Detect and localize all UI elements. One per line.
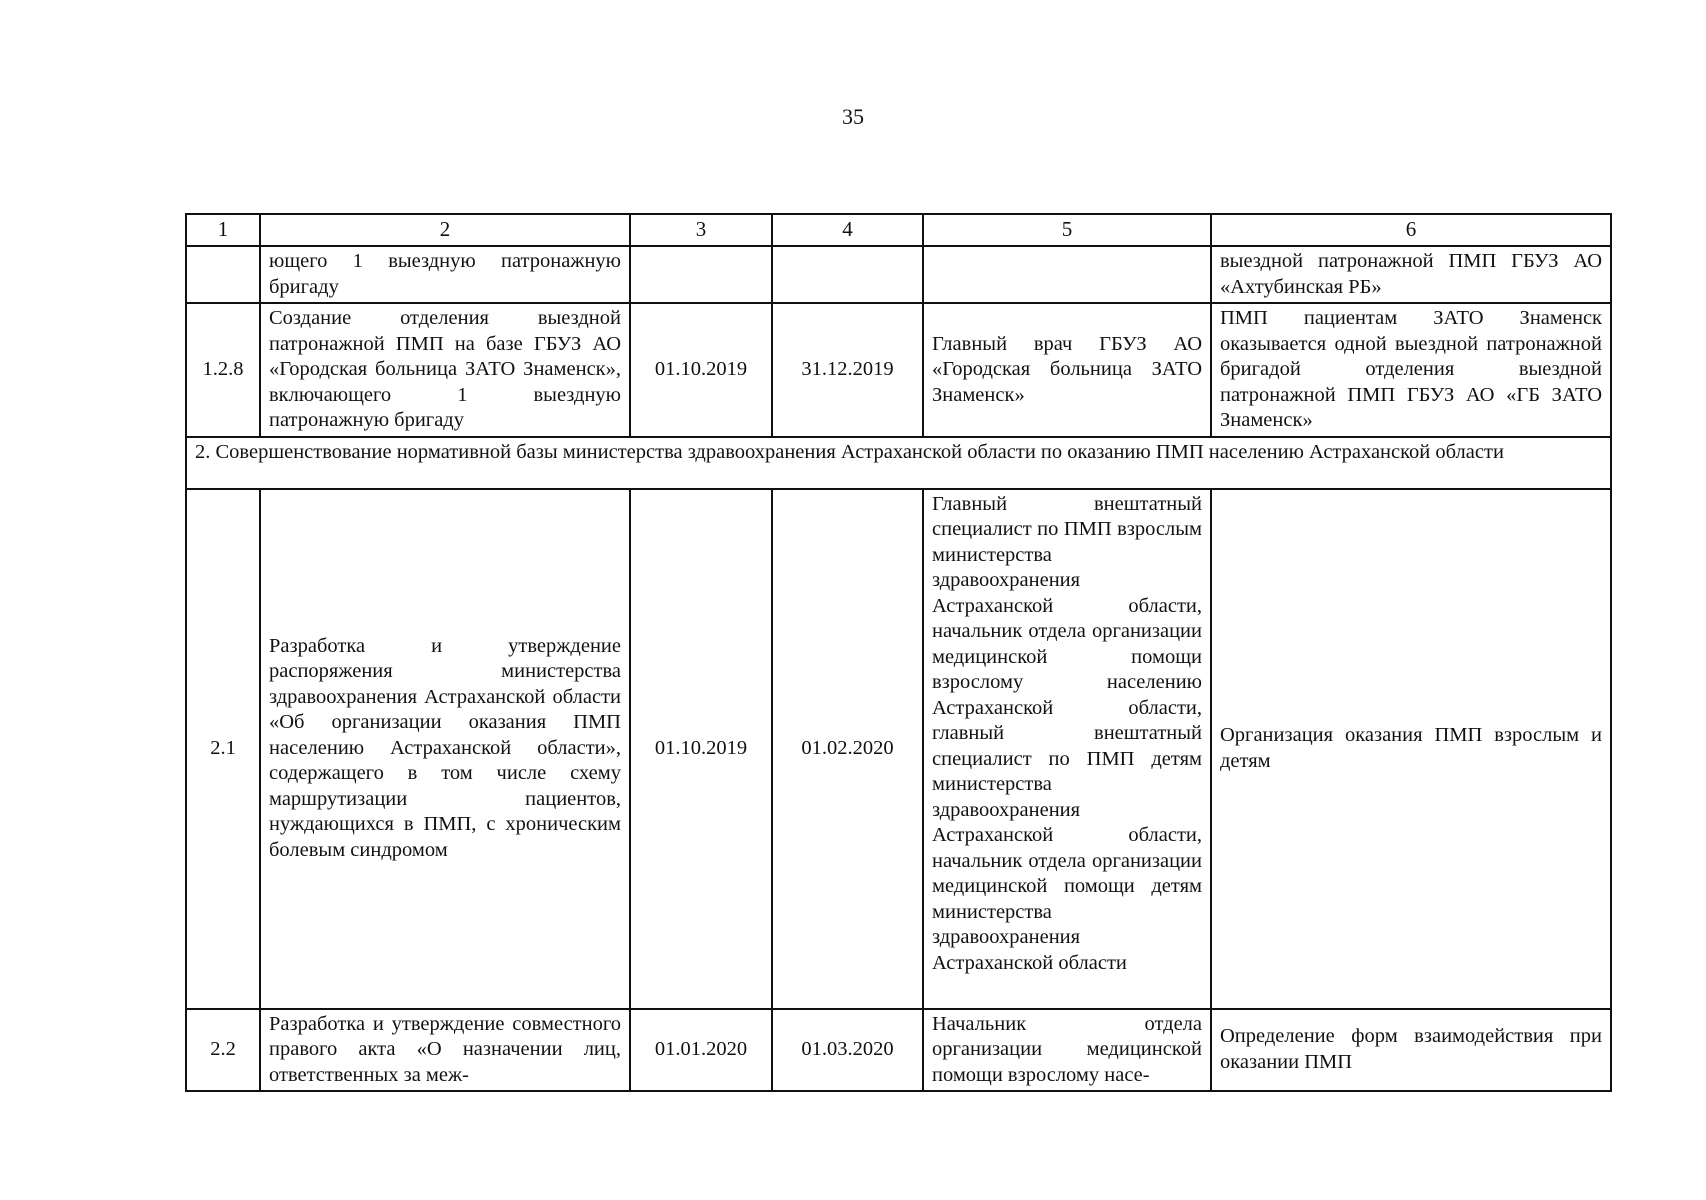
row-number: 1.2.8 [186, 303, 260, 437]
row-end-date: 01.02.2020 [772, 489, 923, 1009]
row-result: ПМП пациентам ЗАТО Знаменск оказывается одной выездной патронажной бригадой отделения выездной патронажной ПМП ГБУЗ АО «ГБ ЗАТО Знаменск» [1211, 303, 1611, 437]
section-row [186, 437, 1611, 489]
section-title: 2. Совершенствование нормативной базы министерства здравоохранения Астраханской области по оказанию ПМП населению Астраханской области [186, 437, 1611, 489]
row-number [186, 246, 260, 303]
header-cell: 1 [186, 214, 260, 246]
row-number: 2.2 [186, 1009, 260, 1092]
table-row [186, 489, 1611, 1009]
table-row [186, 246, 1611, 303]
row-result: Организация оказания ПМП взрослым и детям [1211, 489, 1611, 1009]
header-cell: 5 [923, 214, 1211, 246]
row-result: выездной патронажной ПМП ГБУЗ АО «Ахтубинская РБ» [1211, 246, 1611, 303]
row-end-date: 01.03.2020 [772, 1009, 923, 1092]
row-responsible: Главный внештатный специалист по ПМП взрослым министерства здравоохранения Астраханской области, начальник отдела организации медицинской помощи взрослому населению Астраханской области, главный внештатный специалист по ПМП детям министерства здравоохранения Астраханской области, начальник отдела организации медицинской помощи детям министерства здравоохранения Астраханской области [923, 489, 1211, 1009]
row-end-date [772, 246, 923, 303]
row-responsible: Начальник отдела организации медицинской помощи взрослому насе- [923, 1009, 1211, 1092]
row-end-date: 31.12.2019 [772, 303, 923, 437]
row-start-date [630, 246, 772, 303]
table-header-row [186, 214, 1611, 246]
table-row [186, 1009, 1611, 1092]
header-cell: 3 [630, 214, 772, 246]
row-result: Определение форм взаимодействия при оказании ПМП [1211, 1009, 1611, 1092]
row-event: Создание отделения выездной патронажной ПМП на базе ГБУЗ АО «Городская больница ЗАТО Знаменск», включающего 1 выездную патронажную бригаду [260, 303, 630, 437]
row-start-date: 01.01.2020 [630, 1009, 772, 1092]
row-event: ющего 1 выездную патронажную бригаду [260, 246, 630, 303]
row-number: 2.1 [186, 489, 260, 1009]
header-cell: 6 [1211, 214, 1611, 246]
page-number: 35 [842, 104, 864, 129]
plan-table [185, 213, 1612, 1092]
row-event: Разработка и утверждение совместного правого акта «О назначении лиц, ответственных за меж- [260, 1009, 630, 1092]
header-cell: 2 [260, 214, 630, 246]
row-start-date: 01.10.2019 [630, 303, 772, 437]
row-start-date: 01.10.2019 [630, 489, 772, 1009]
table-row [186, 303, 1611, 437]
row-responsible: Главный врач ГБУЗ АО «Городская больница ЗАТО Знаменск» [923, 303, 1211, 437]
header-cell: 4 [772, 214, 923, 246]
row-responsible [923, 246, 1211, 303]
row-event: Разработка и утверждение распоряжения министерства здравоохранения Астраханской области «Об организации оказания ПМП населению Астраханской области», содержащего в том числе схему маршрутизации пациентов, нуждающихся в ПМП, с хроническим болевым синдромом [260, 489, 630, 1009]
